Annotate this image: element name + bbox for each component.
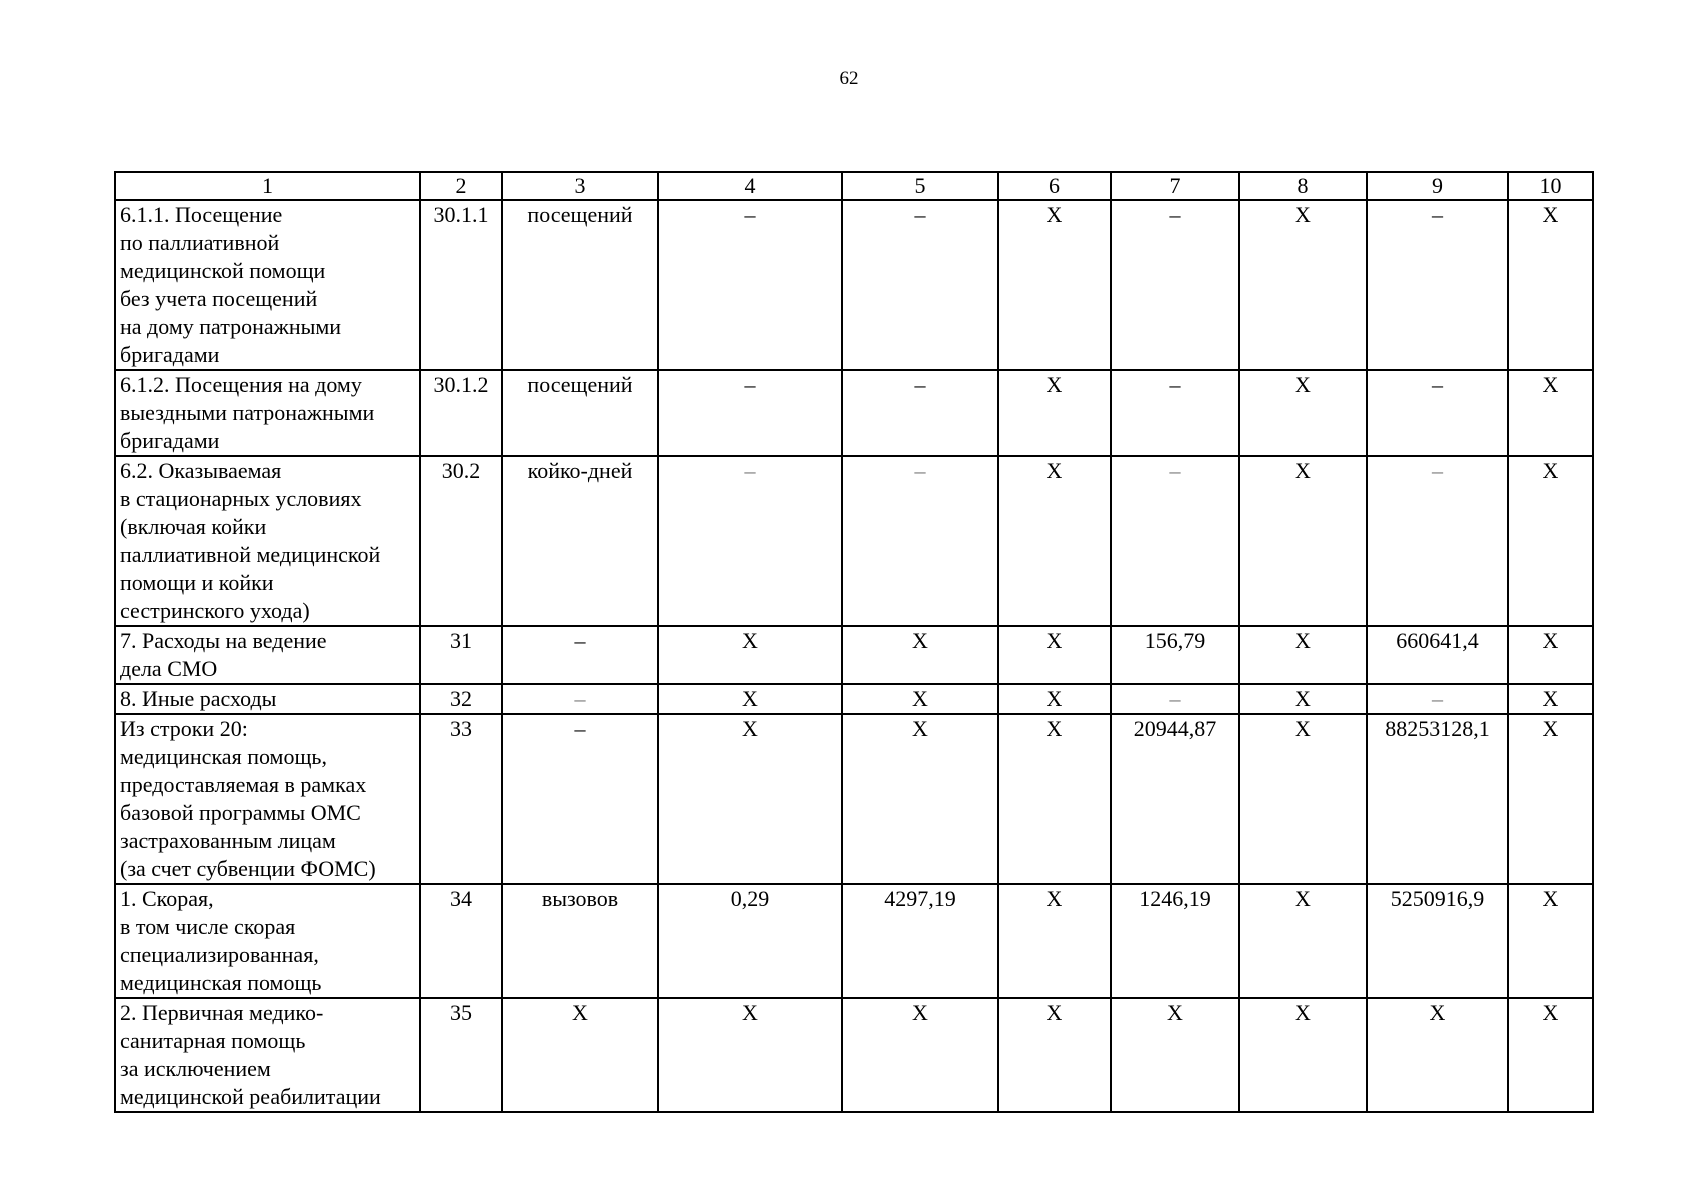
row-name-line: (за счет субвенции ФОМС) xyxy=(120,856,376,881)
header-row xyxy=(115,172,1593,200)
row-name-line: санитарная помощь xyxy=(120,1028,306,1053)
table-cell: 88253128,1 xyxy=(1367,714,1508,884)
table-cell: Х xyxy=(1239,998,1367,1112)
row-code-cell: 30.1.2 xyxy=(420,370,502,456)
row-name-cell xyxy=(115,370,420,456)
table-cell: Х xyxy=(842,626,998,684)
column-header: 3 xyxy=(502,172,658,200)
row-name-line: застрахованным лицам xyxy=(120,828,336,853)
row-name-line: медицинская помощь, xyxy=(120,744,327,769)
table-cell: Х xyxy=(1239,626,1367,684)
column-header: 8 xyxy=(1239,172,1367,200)
table-cell: – xyxy=(842,456,998,626)
row-name-line: 6.1.2. Посещения на дому xyxy=(120,372,362,397)
table-cell: Х xyxy=(998,456,1111,626)
row-name-line: 2. Первичная медико- xyxy=(120,1000,324,1025)
table-cell: – xyxy=(1367,370,1508,456)
table-cell: Х xyxy=(1508,456,1593,626)
table-cell: – xyxy=(842,200,998,370)
row-name-line: 6.2. Оказываемая xyxy=(120,458,282,483)
table-row xyxy=(115,684,1593,714)
row-code-cell: 32 xyxy=(420,684,502,714)
row-name-line: 8. Иные расходы xyxy=(120,686,277,711)
table-cell: – xyxy=(1367,200,1508,370)
table-cell: Х xyxy=(842,684,998,714)
table-cell: – xyxy=(842,370,998,456)
row-name-line: на дому патронажными xyxy=(120,314,342,339)
column-header: 5 xyxy=(842,172,998,200)
row-name-line: за исключением xyxy=(120,1056,271,1081)
row-code-cell: 30.2 xyxy=(420,456,502,626)
row-name-line: базовой программы ОМС xyxy=(120,800,361,825)
table-cell: Х xyxy=(998,200,1111,370)
row-name-line: в стационарных условиях xyxy=(120,486,362,511)
row-name-line: 6.1.1. Посещение xyxy=(120,202,283,227)
table-cell: 5250916,9 xyxy=(1367,884,1508,998)
table-cell: Х xyxy=(1239,456,1367,626)
row-name-line: (включая койки xyxy=(120,514,267,539)
unit-cell: вызовов xyxy=(502,884,658,998)
table-cell: Х xyxy=(998,684,1111,714)
row-code-cell: 35 xyxy=(420,998,502,1112)
table-cell: – xyxy=(658,370,842,456)
table-cell: Х xyxy=(1508,884,1593,998)
row-name-line: Из строки 20: xyxy=(120,716,248,741)
table-cell: Х xyxy=(1508,714,1593,884)
row-name-line: помощи и койки xyxy=(120,570,274,595)
column-header: 7 xyxy=(1111,172,1239,200)
table-cell: Х xyxy=(658,626,842,684)
table-cell: Х xyxy=(1508,626,1593,684)
data-table xyxy=(114,171,1594,1113)
row-name-line: медицинской помощи xyxy=(120,258,326,283)
table-row xyxy=(115,714,1593,884)
table-cell: Х xyxy=(1239,884,1367,998)
table-cell: 156,79 xyxy=(1111,626,1239,684)
table-cell: – xyxy=(1111,370,1239,456)
table-cell: – xyxy=(1111,456,1239,626)
row-name-line: в том числе скорая xyxy=(120,914,296,939)
table-cell: – xyxy=(658,200,842,370)
table-row xyxy=(115,456,1593,626)
table-cell: Х xyxy=(1508,684,1593,714)
table-cell: Х xyxy=(658,714,842,884)
table-cell: Х xyxy=(1239,684,1367,714)
row-name-cell xyxy=(115,684,420,714)
table-cell: Х xyxy=(1508,370,1593,456)
table-cell: Х xyxy=(1508,998,1593,1112)
table-cell: – xyxy=(1367,684,1508,714)
row-code-cell: 34 xyxy=(420,884,502,998)
row-name-line: выездными патронажными xyxy=(120,400,375,425)
table-row xyxy=(115,626,1593,684)
row-name-line: медицинская помощь xyxy=(120,970,322,995)
table-cell: 20944,87 xyxy=(1111,714,1239,884)
table-cell: Х xyxy=(998,884,1111,998)
table-cell: 660641,4 xyxy=(1367,626,1508,684)
row-name-line: дела СМО xyxy=(120,656,218,681)
table-cell: Х xyxy=(998,370,1111,456)
row-name-line: предоставляемая в рамках xyxy=(120,772,367,797)
table-cell: Х xyxy=(1239,370,1367,456)
unit-cell: койко-дней xyxy=(502,456,658,626)
column-header: 1 xyxy=(115,172,420,200)
table-cell: Х xyxy=(658,684,842,714)
unit-cell: – xyxy=(502,684,658,714)
column-header: 6 xyxy=(998,172,1111,200)
page-number: 62 xyxy=(839,68,859,89)
row-name-cell xyxy=(115,884,420,998)
row-name-cell xyxy=(115,626,420,684)
table-cell: Х xyxy=(1239,200,1367,370)
row-code-cell: 33 xyxy=(420,714,502,884)
table-cell: 0,29 xyxy=(658,884,842,998)
row-name-line: без учета посещений xyxy=(120,286,318,311)
table-cell: 4297,19 xyxy=(842,884,998,998)
table-cell: Х xyxy=(998,626,1111,684)
row-name-line: 1. Скорая, xyxy=(120,886,214,911)
row-name-cell xyxy=(115,456,420,626)
row-name-line: по паллиативной xyxy=(120,230,280,255)
unit-cell: – xyxy=(502,626,658,684)
unit-cell: посещений xyxy=(502,370,658,456)
table-row xyxy=(115,884,1593,998)
unit-cell: Х xyxy=(502,998,658,1112)
table-cell: Х xyxy=(998,714,1111,884)
unit-cell: посещений xyxy=(502,200,658,370)
column-header: 9 xyxy=(1367,172,1508,200)
row-name-cell xyxy=(115,714,420,884)
table-row xyxy=(115,200,1593,370)
table-cell: – xyxy=(1111,684,1239,714)
unit-cell: – xyxy=(502,714,658,884)
table-cell: – xyxy=(1367,456,1508,626)
row-code-cell: 31 xyxy=(420,626,502,684)
row-name-line: бригадами xyxy=(120,342,220,367)
table-cell: – xyxy=(1111,200,1239,370)
table-cell: Х xyxy=(1367,998,1508,1112)
table-cell: Х xyxy=(1239,714,1367,884)
column-header: 2 xyxy=(420,172,502,200)
row-name-line: сестринского ухода) xyxy=(120,598,310,623)
row-name-line: медицинской реабилитации xyxy=(120,1084,381,1109)
row-name-line: специализированная, xyxy=(120,942,319,967)
table-cell: Х xyxy=(1508,200,1593,370)
column-header: 4 xyxy=(658,172,842,200)
table-row xyxy=(115,370,1593,456)
table-row xyxy=(115,998,1593,1112)
row-code-cell: 30.1.1 xyxy=(420,200,502,370)
table-cell: Х xyxy=(842,714,998,884)
row-name-line: паллиативной медицинской xyxy=(120,542,381,567)
row-name-line: 7. Расходы на ведение xyxy=(120,628,327,653)
table-cell: 1246,19 xyxy=(1111,884,1239,998)
row-name-line: бригадами xyxy=(120,428,220,453)
row-name-cell xyxy=(115,998,420,1112)
table-cell: – xyxy=(658,456,842,626)
table-cell: Х xyxy=(842,998,998,1112)
table-cell: Х xyxy=(658,998,842,1112)
table-cell: Х xyxy=(1111,998,1239,1112)
row-name-cell xyxy=(115,200,420,370)
table-cell: Х xyxy=(998,998,1111,1112)
column-header: 10 xyxy=(1508,172,1593,200)
